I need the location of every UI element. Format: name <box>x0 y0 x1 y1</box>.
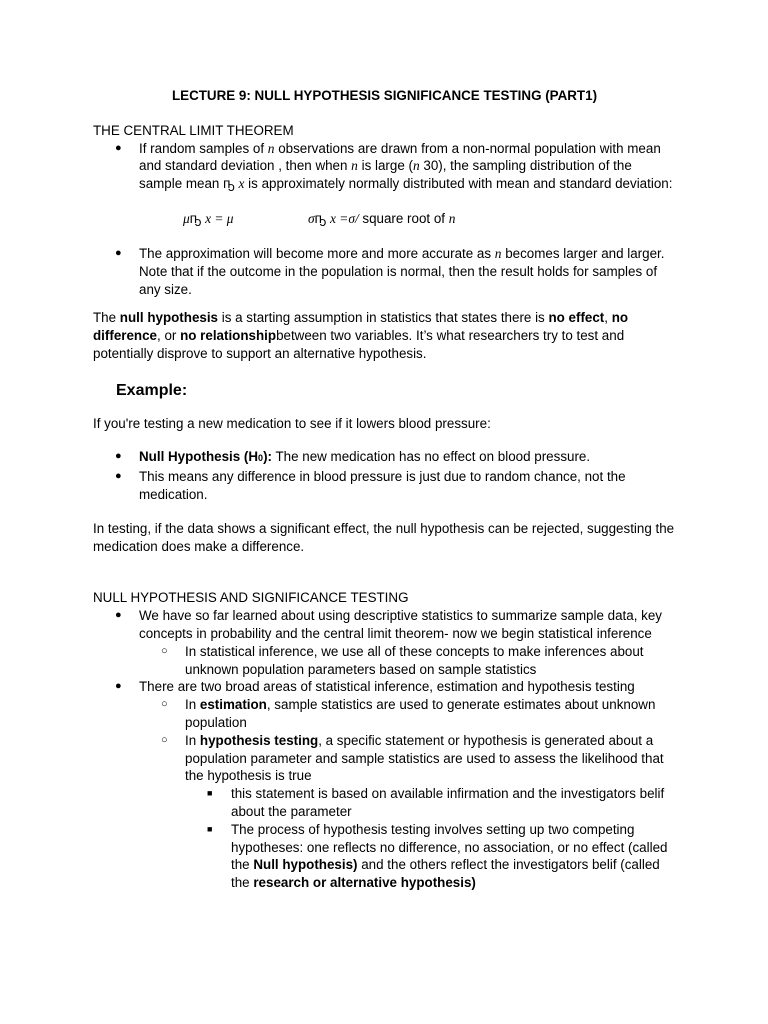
nhst-bullet-2-sub-hypothesis-testing: ○ In hypothesis testing, a specific statement or hypothesis is generated about a population parameter and sample statistics are used to assess the likelihood that the hypothesis is true ■ this statement is based on available infirmation and the investigators belif about the parameter ■ The process of hypothesis testing involves setting up two competing hypotheses: one reflects no difference, no association, or no effect (called the Null hypothesis) and the others reflect the investigators belif (called the research or alternative hypothesis) <box>93 732 676 892</box>
null-hypothesis-definition: The null hypothesis is a starting assumption in statistics that states there is no effect, no difference, or no relationshipbetween two variables. It’s what researchers try to test and potentially disprove to support an alternative hypothesis. <box>93 310 629 361</box>
sd-formula: σҧ x =σ/ square root of n <box>308 210 456 226</box>
clt-bullet-2: ● The approximation will become more and more accurate as n becomes larger and larger. Note that if the outcome in the population is normal, then the result holds for samples of any size. <box>93 245 676 298</box>
example-bullet-list <box>93 448 676 503</box>
nhst-heading: NULL HYPOTHESIS AND SIGNIFICANCE TESTING <box>93 590 409 606</box>
clt-bullet-1: ● If random samples of n observations are drawn from a non-normal population with mean and standard deviation , then when n is large (n 30), the sampling distribution of the sample mean ҧ x is approximately normally distributed with mean and standard deviation: <box>93 140 676 193</box>
nhst-bullet-2-sublist <box>139 696 676 892</box>
hypothesis-testing-sublist <box>185 785 676 892</box>
clt-bullet-list <box>93 140 676 193</box>
mean-formula: μҧ x = μ <box>183 210 234 226</box>
clt-heading: THE CENTRAL LIMIT THEOREM <box>93 122 294 138</box>
example-heading: Example: <box>116 381 188 399</box>
example-bullet-2: ● This means any difference in blood pressure is just due to random chance, not the medication. <box>93 468 676 504</box>
clt-formula-row <box>93 210 676 228</box>
nhst-bullet-1: ● We have so far learned about using descriptive statistics to summarize sample data, key concepts in probability and the central limit theorem- now we begin statistical inference ○ In statistical inference, we use all of these concepts to make inferences about unknown population parameters based on sample statistics <box>93 607 676 678</box>
square-bullet-1: ■ this statement is based on available infirmation and the investigators belif about the parameter <box>93 785 676 821</box>
lecture-title: LECTURE 9: NULL HYPOTHESIS SIGNIFICANCE TESTING (PART1) <box>171 88 598 103</box>
nhst-bullet-2: ● There are two broad areas of statistical inference, estimation and hypothesis testing ○ In estimation, sample statistics are used to generate estimates about unknown population ○ In hypothesis testing, a specific statement or hypothesis is generated about a population parameter and sample statistics are used to assess the likelihood that the hypothesis is true ■ this statement is based on available infirmation and the investigators belif about the parameter ■ The process of hypothesis testing involves setting up two competing hypotheses: one reflects no difference, no association, or no effect (called the Null hypothesis) and the others reflect the investigators belif (called the research or alternative hypothesis) <box>93 678 676 892</box>
clt-bullet-list-2 <box>93 245 676 298</box>
example-bullet-1: ● Null Hypothesis (H0): The new medication has no effect on blood pressure. <box>93 448 676 468</box>
nhst-bullet-1-sub-1: ○ In statistical inference, we use all of these concepts to make inferences about unknown population parameters based on sample statistics <box>93 643 676 679</box>
nhst-bullet-list <box>93 607 676 892</box>
square-bullet-2: ■ The process of hypothesis testing involves setting up two competing hypotheses: one reflects no difference, no association, or no effect (called the Null hypothesis) and the others reflect the investigators belif (called the research or alternative hypothesis) <box>93 821 676 892</box>
example-conclusion: In testing, if the data shows a significant effect, the null hypothesis can be rejected, suggesting the medication does make a difference. <box>93 520 675 554</box>
nhst-bullet-2-sub-estimation: ○ In estimation, sample statistics are used to generate estimates about unknown population <box>93 696 676 732</box>
nhst-bullet-1-sublist <box>139 643 676 679</box>
example-intro: If you're testing a new medication to see if it lowers blood pressure: <box>93 415 491 431</box>
